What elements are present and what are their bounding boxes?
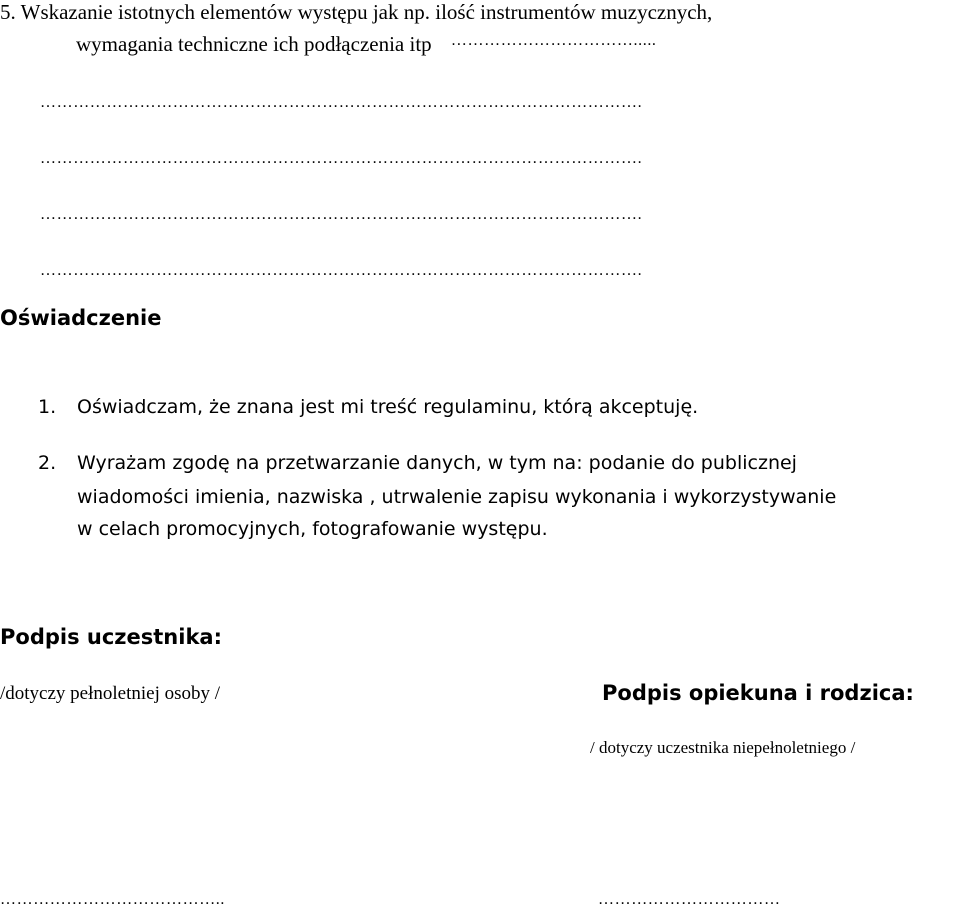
participant-signature-line: …………………………………..	[0, 891, 225, 908]
declaration-item-1-number: 1.	[38, 396, 57, 418]
answer-fill-line-2: ……………………………………………………………………………………………….	[40, 150, 643, 167]
guardian-signature-label: Podpis opiekuna i rodzica:	[602, 681, 914, 705]
question-5-line-2-dots: …………………………….....	[450, 32, 657, 49]
participant-signature-note: /dotyczy pełnoletniej osoby /	[0, 683, 221, 704]
declaration-item-2-line-2: wiadomości imienia, nazwiska , utrwalenie zapisu wykonania i wykorzystywanie	[77, 486, 837, 508]
answer-fill-line-1: ……………………………………………………………………………………………….	[40, 94, 643, 111]
guardian-signature-note: / dotyczy uczestnika niepełnoletniego /	[590, 738, 856, 757]
declaration-item-1-text: Oświadczam, że znana jest mi treść regulaminu, którą akceptuję.	[77, 396, 699, 418]
answer-fill-line-3: ……………………………………………………………………………………………….	[40, 206, 643, 223]
declaration-title: Oświadczenie	[0, 306, 162, 330]
guardian-signature-line: ……………………………	[598, 891, 781, 908]
declaration-item-2-number: 2.	[38, 452, 57, 474]
declaration-item-2-line-3: w celach promocyjnych, fotografowanie występu.	[77, 518, 548, 540]
question-5-line-2	[76, 28, 657, 60]
question-5-line-1: 5. Wskazanie istotnych elementów występu jak np. ilość instrumentów muzycznych,	[0, 0, 713, 24]
participant-signature-label: Podpis uczestnika:	[0, 625, 222, 649]
answer-fill-line-4: ……………………………………………………………………………………………….	[40, 262, 643, 279]
question-5-line-2-text: wymagania techniczne ich podłączenia itp	[76, 32, 432, 56]
declaration-item-2-line-1: Wyrażam zgodę na przetwarzanie danych, w tym na: podanie do publicznej	[77, 452, 797, 474]
